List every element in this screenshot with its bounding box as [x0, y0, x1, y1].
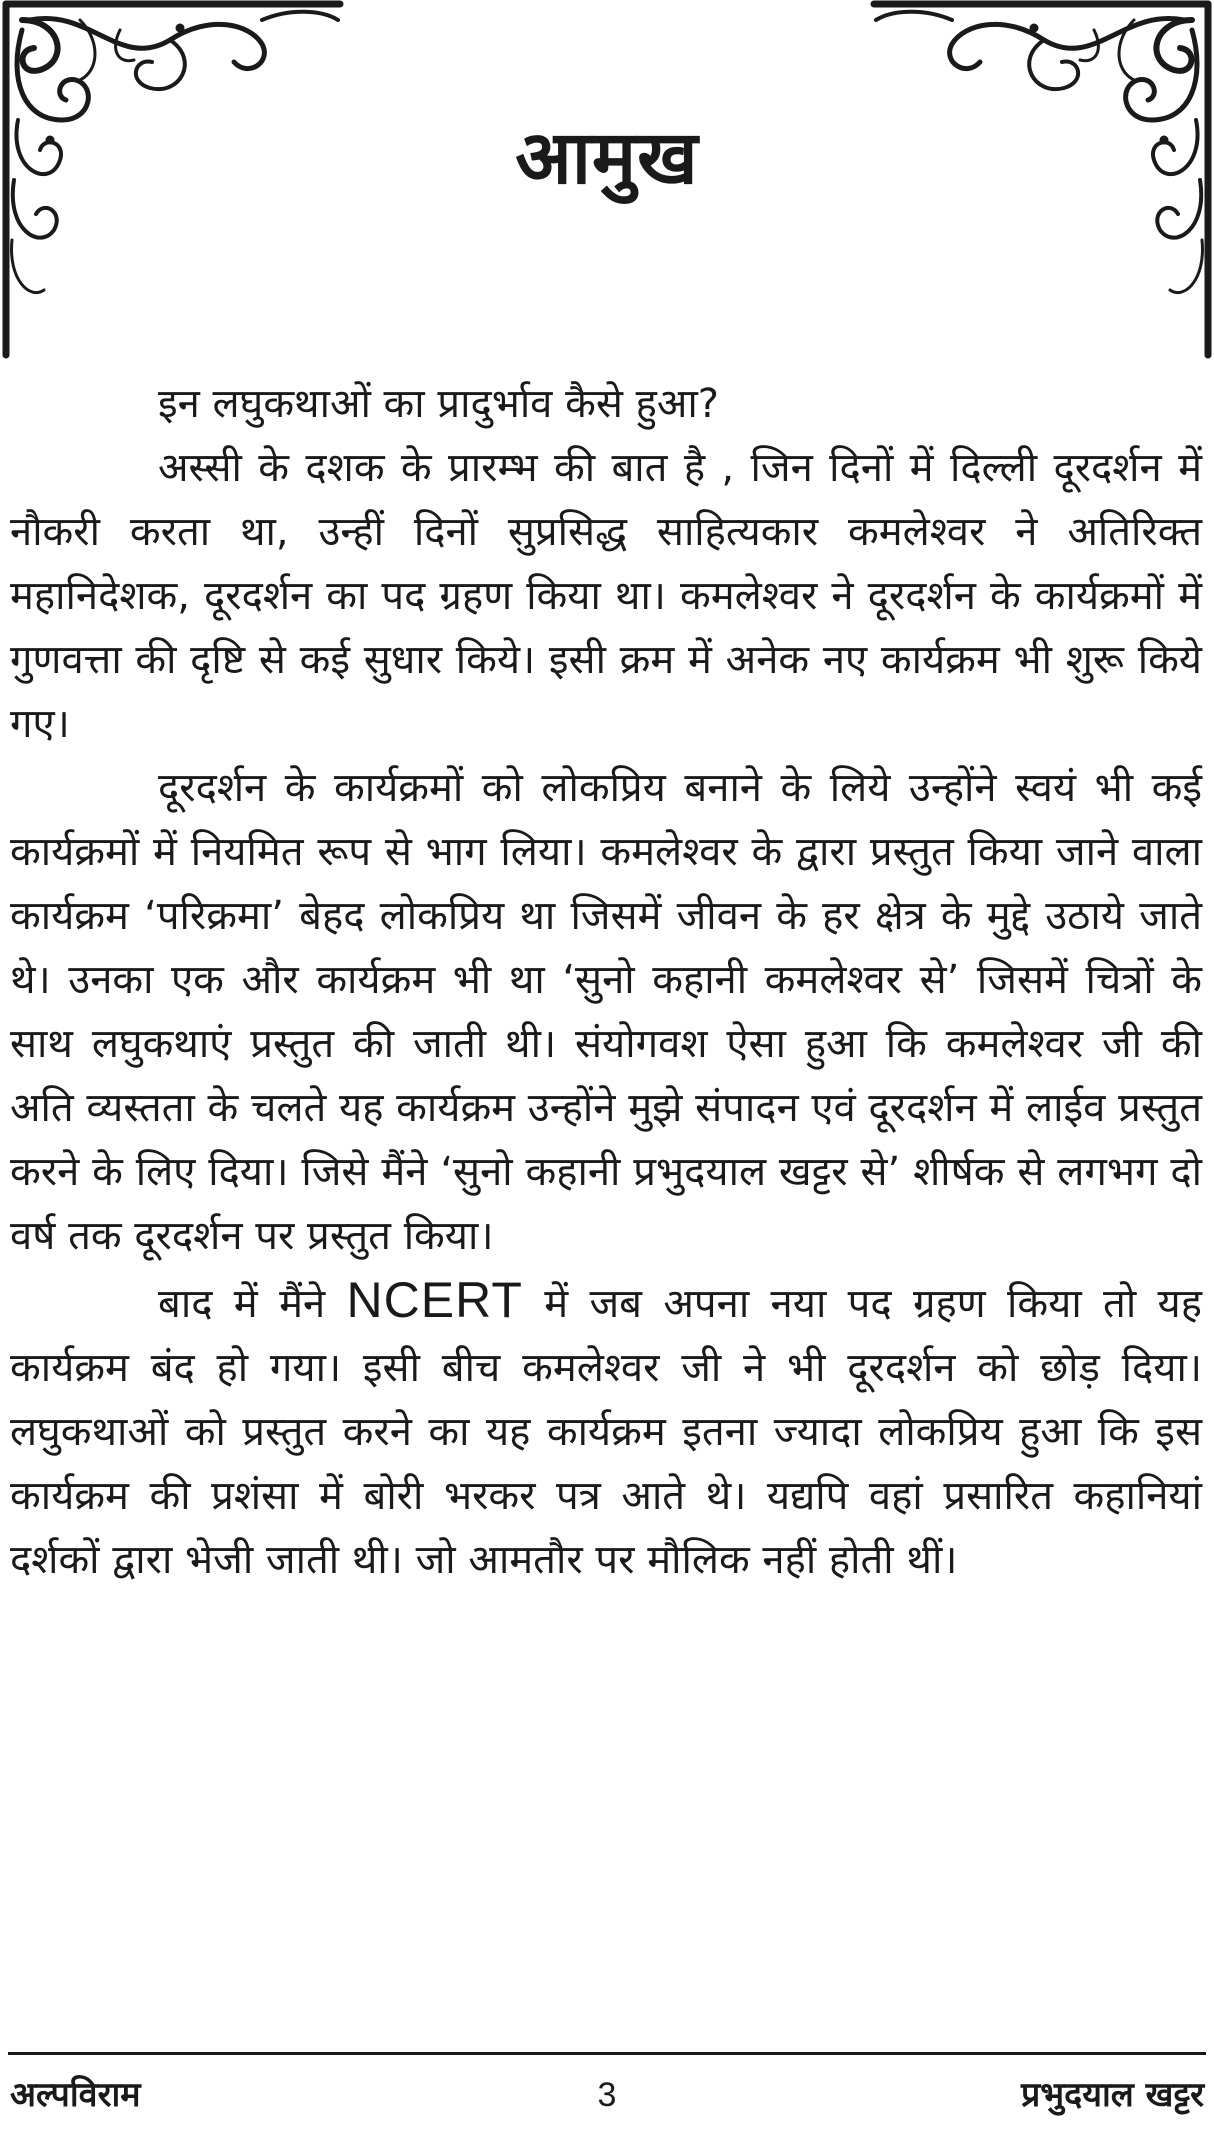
paragraph-4-part-2: में जब अपना नया पद ग्रहण किया तो यह कार्यक्रम बंद हो गया। इसी बीच कमलेश्वर जी ने भी दूरदर्शन को छोड़ दिया। लघुकथाओं को प्रस्तुत करने का यह कार्यक्रम इतना ज्यादा लोकप्रिय हुआ कि इस कार्यक्रम की प्रशंसा में बोरी भरकर पत्र आते थे। यद्यपि वहां प्रसारित कहानियां दर्शकों द्वारा भेजी जाती थी। जो आमतौर पर मौलिक नहीं होती थीं। [10, 1281, 1202, 1583]
paragraph-3: दूरदर्शन के कार्यक्रमों को लोकप्रिय बनाने के लिये उन्होंने स्वयं भी कई कार्यक्रमों में नियमित रूप से भाग लिया। कमलेश्वर के द्वारा प्रस्तुत किया जाने वाला कार्यक्रम ‘परिक्रमा’ बेहद लोकप्रिय था जिसमें जीवन के हर क्षेत्र के मुद्दे उठाये जाते थे। उनका एक और कार्यक्रम भी था ‘सुनो कहानी कमलेश्वर से’ जिसमें चित्रों के साथ लघुकथाएं प्रस्तुत की जाती थी। संयोगवश ऐसा हुआ कि कमलेश्वर जी की अति व्यस्तता के चलते यह कार्यक्रम उन्होंने मुझे संपादन एवं दूरदर्शन में लाईव प्रस्तुत करने के लिए दिया। जिसे मैंने ‘सुनो कहानी प्रभुदयाल खट्टर से’ शीर्षक से लगभग दो वर्ष तक दूरदर्शन पर प्रस्तुत किया। [10, 765, 1203, 1259]
ncert-term: NCERT [346, 1272, 523, 1328]
footer-divider [8, 2052, 1206, 2055]
footer-author: प्रभुदयाल खट्टर [1020, 2075, 1204, 2115]
page-footer [10, 2070, 1204, 2120]
paragraph-4 [10, 1268, 1202, 1592]
paragraph-2: अस्सी के दशक के प्रारम्भ की बात है , जिन दिनों में दिल्ली दूरदर्शन में नौकरी करता था, उन्हीं दिनों सुप्रसिद्ध साहित्यकार कमलेश्वर ने अतिरिक्त महानिदेशक, दूरदर्शन का पद ग्रहण किया था। कमलेश्वर ने दूरदर्शन के कार्यक्रमों में गुणवत्ता की दृष्टि से कई सुधार किये। इसी क्रम में अनेक नए कार्यक्रम भी शुरू किये गए। [10, 445, 1202, 747]
body-text [10, 372, 1202, 1592]
paragraph-1: इन लघुकथाओं का प्रादुर्भाव कैसे हुआ? [158, 381, 719, 427]
paragraph-4-part-1: बाद में मैंने [158, 1281, 347, 1327]
footer-book-title: अल्पविराम [10, 2075, 141, 2115]
footer-page-number: 3 [597, 2076, 617, 2114]
page-title: आमुख [515, 115, 699, 201]
